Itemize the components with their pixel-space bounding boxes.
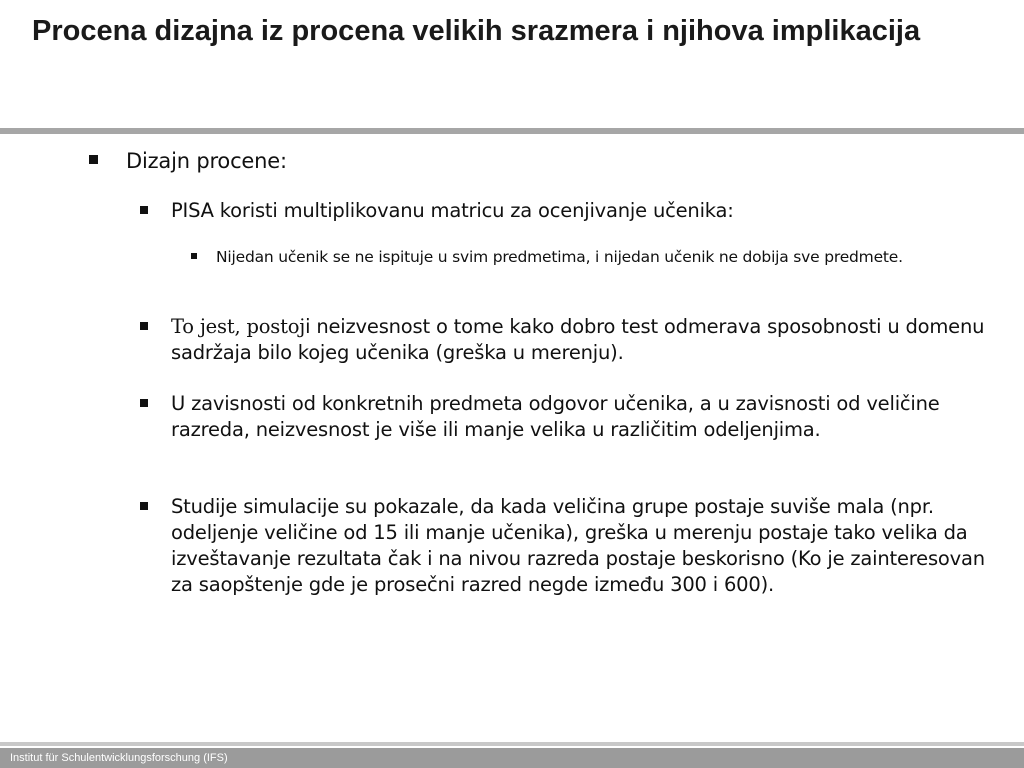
bullet-text-prefix: To jest, postoj [171, 315, 306, 338]
bullet-text: U zavisnosti od konkretnih predmeta odgovor učenika, a u zavisnosti od veličine razreda, neizvesnost je više ili manje velika u različitim odeljenjima. [171, 392, 940, 441]
bullet-item-dizajn-procene [126, 147, 287, 175]
bullet-item-simulation-studies [171, 494, 1001, 598]
square-bullet-icon [140, 322, 148, 330]
square-bullet-icon [140, 399, 148, 407]
footer-bar [0, 748, 1024, 768]
bullet-text: Dizajn procene: [126, 149, 287, 173]
footer-institute-label: Institut für Schulentwicklungsforschung (IFS) [10, 752, 228, 764]
footer-divider [0, 742, 1024, 746]
bullet-item-class-size-uncertainty [171, 391, 1001, 443]
square-bullet-icon [89, 155, 98, 164]
bullet-text: PISA koristi multiplikovanu matricu za ocenjivanje učenika: [171, 199, 734, 222]
square-bullet-icon [140, 206, 148, 214]
bullet-item-no-student-all-subjects [216, 246, 976, 268]
bullet-item-pisa-matrix [171, 198, 1001, 224]
bullet-item-measurement-error [171, 314, 1001, 366]
bullet-text: i neizvesnost o tome kako dobro test odmerava sposobnosti u domenu sadržaja bilo kojeg učenika (greška u merenju). [171, 315, 985, 364]
bullet-text: Nijedan učenik se ne ispituje u svim predmetima, i nijedan učenik ne dobija sve predmete. [216, 248, 903, 266]
square-bullet-icon [140, 502, 148, 510]
bullet-text: Studije simulacije su pokazale, da kada veličina grupe postaje suviše mala (npr. odeljenje veličine od 15 ili manje učenika), greška u merenju postaje tako velika da izveštavanje rezultata čak i na nivou razreda postaje beskorisno (Ko je zainteresovan za saopštenje gde je prosečni razred negde između 300 i 600). [171, 495, 985, 596]
slide-title: Procena dizajna iz procena velikih srazmera i njihova implikacija [32, 15, 921, 47]
square-bullet-icon [191, 253, 197, 259]
